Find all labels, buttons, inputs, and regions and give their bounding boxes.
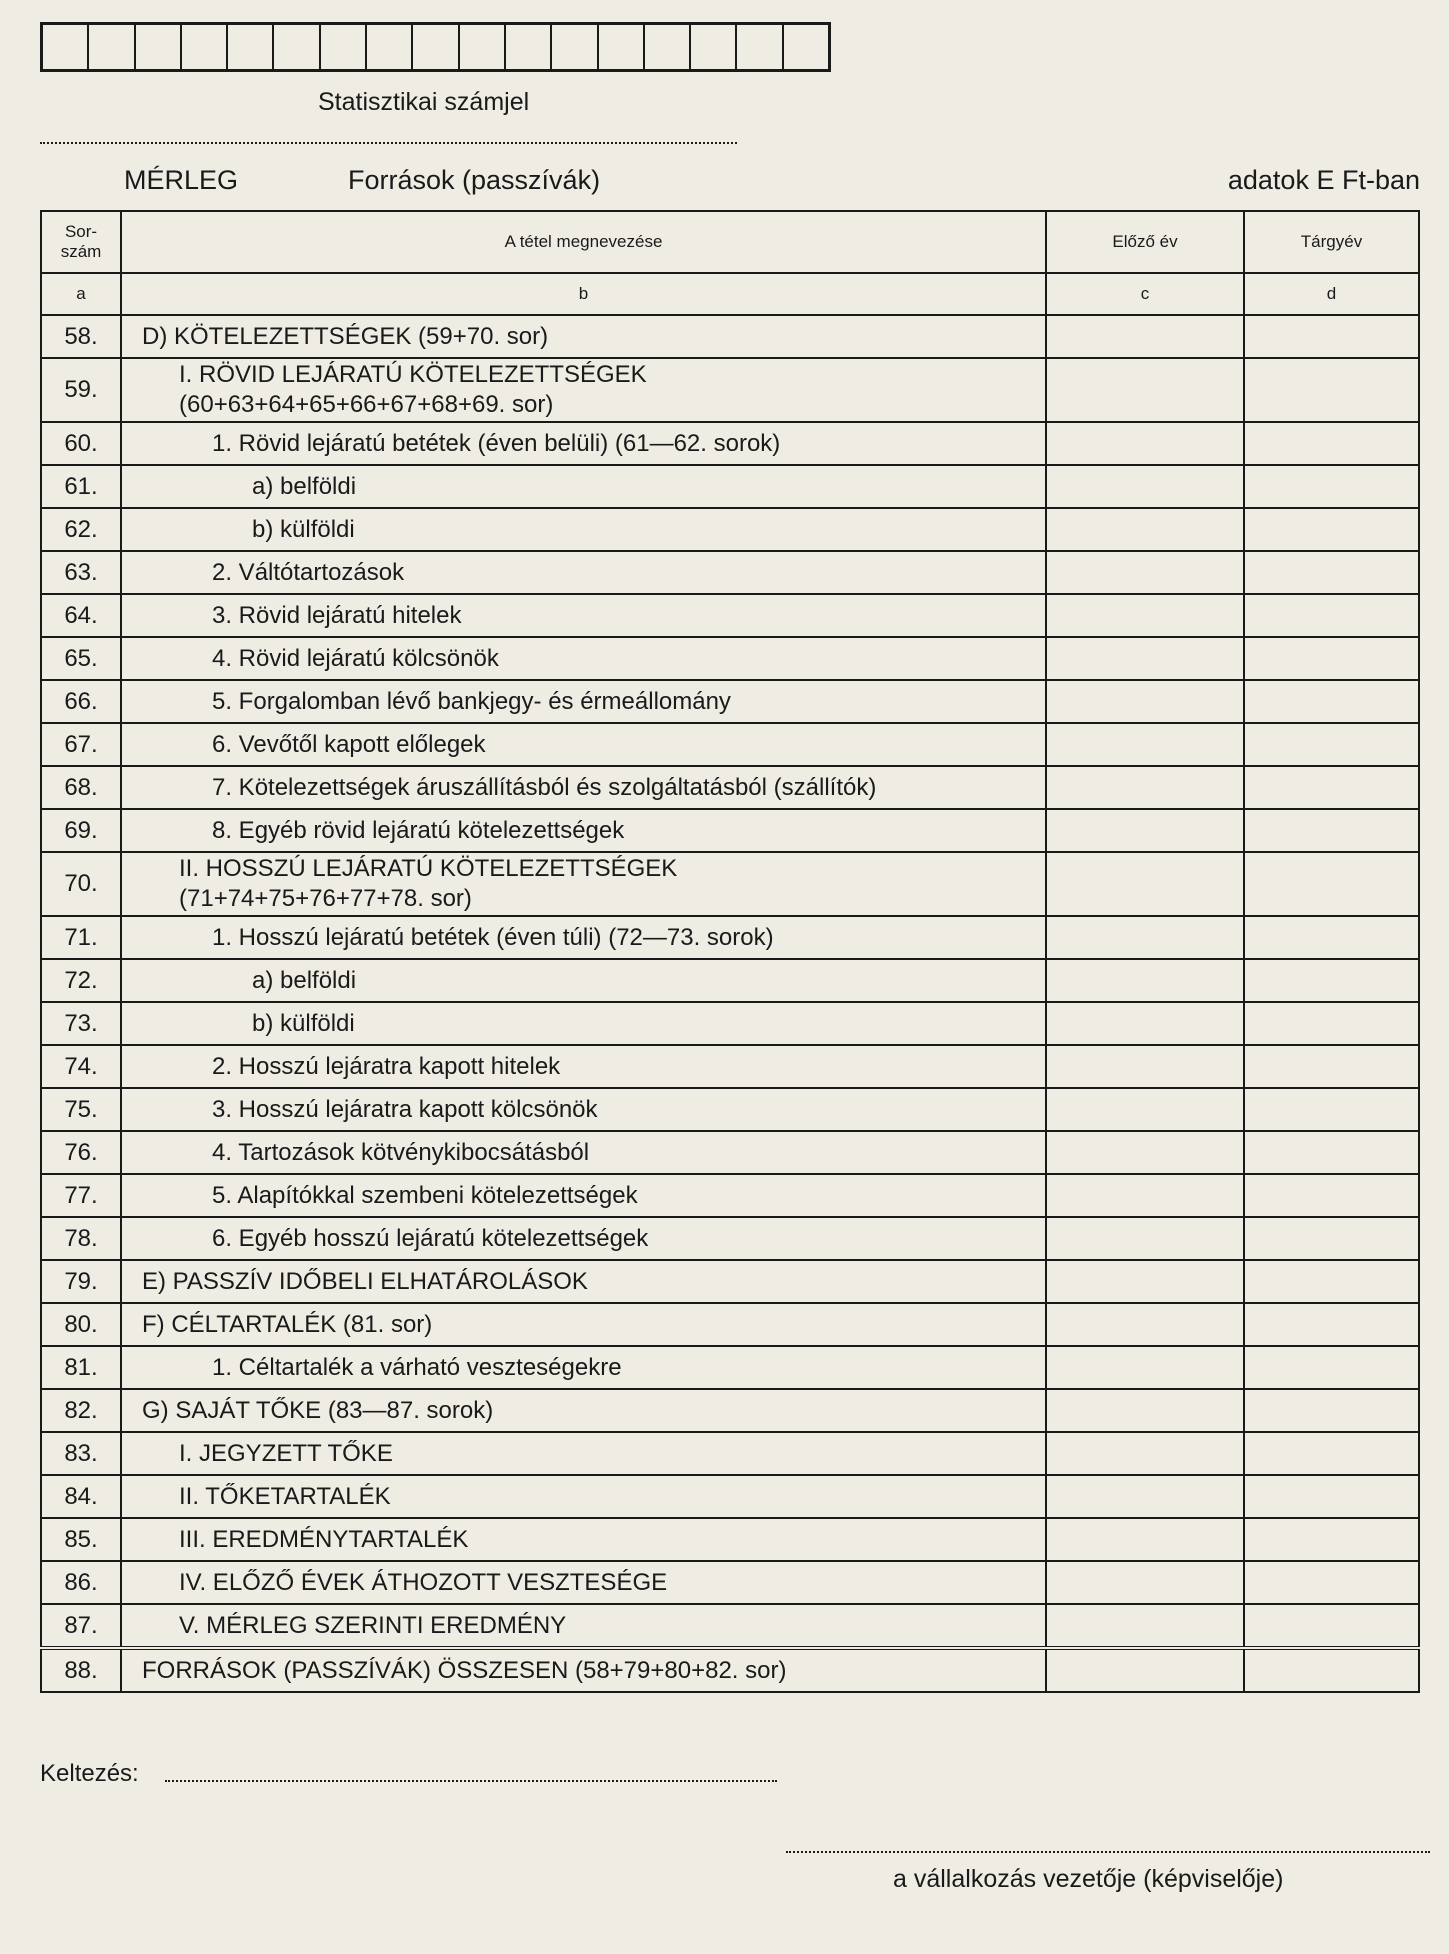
value-previous-year[interactable]	[1046, 637, 1244, 680]
value-current-year[interactable]	[1244, 1002, 1419, 1045]
table-row	[41, 766, 1419, 809]
code-digit-box[interactable]	[691, 25, 737, 69]
code-digit-box[interactable]	[136, 25, 182, 69]
value-current-year[interactable]	[1244, 1604, 1419, 1648]
statistical-code-boxes[interactable]	[40, 22, 831, 72]
row-description: a) belföldi	[121, 959, 1046, 1002]
table-row	[41, 422, 1419, 465]
col-letter-b: b	[121, 273, 1046, 315]
row-number: 65.	[41, 637, 121, 680]
value-current-year[interactable]	[1244, 637, 1419, 680]
table-row	[41, 680, 1419, 723]
value-previous-year[interactable]	[1046, 959, 1244, 1002]
row-description: II. TŐKETARTALÉK	[121, 1475, 1046, 1518]
value-current-year[interactable]	[1244, 508, 1419, 551]
table-row	[41, 1475, 1419, 1518]
table-row	[41, 1131, 1419, 1174]
row-description: D) KÖTELEZETTSÉGEK (59+70. sor)	[121, 315, 1046, 358]
value-current-year[interactable]	[1244, 422, 1419, 465]
table-row	[41, 315, 1419, 358]
code-digit-box[interactable]	[737, 25, 783, 69]
row-number: 64.	[41, 594, 121, 637]
table-row	[41, 1002, 1419, 1045]
table-row	[41, 1346, 1419, 1389]
table-row	[41, 1088, 1419, 1131]
value-current-year[interactable]	[1244, 1088, 1419, 1131]
row-number: 81.	[41, 1346, 121, 1389]
table-row	[41, 637, 1419, 680]
table-row	[41, 1518, 1419, 1561]
value-previous-year[interactable]	[1046, 809, 1244, 852]
row-number: 84.	[41, 1475, 121, 1518]
value-current-year[interactable]	[1244, 358, 1419, 422]
signature-line[interactable]	[786, 1851, 1430, 1853]
row-description: 5. Alapítókkal szembeni kötelezettségek	[121, 1174, 1046, 1217]
table-row	[41, 1389, 1419, 1432]
row-number: 74.	[41, 1045, 121, 1088]
table-row	[41, 508, 1419, 551]
value-previous-year[interactable]	[1046, 1561, 1244, 1604]
row-number: 62.	[41, 508, 121, 551]
row-number: 79.	[41, 1260, 121, 1303]
value-current-year[interactable]	[1244, 1518, 1419, 1561]
row-description: III. EREDMÉNYTARTALÉK	[121, 1518, 1046, 1561]
row-description: 1. Rövid lejáratú betétek (éven belüli) (61—62. sorok)	[121, 422, 1046, 465]
row-number: 88.	[41, 1648, 121, 1692]
value-previous-year[interactable]	[1046, 1604, 1244, 1648]
table-row	[41, 1432, 1419, 1475]
row-description: b) külföldi	[121, 1002, 1046, 1045]
row-description: II. HOSSZÚ LEJÁRATÚ KÖTELEZETTSÉGEK (71+74+75+76+77+78. sor)	[121, 852, 1046, 916]
value-current-year[interactable]	[1244, 916, 1419, 959]
table-row	[41, 1174, 1419, 1217]
value-previous-year[interactable]	[1046, 916, 1244, 959]
value-current-year[interactable]	[1244, 1303, 1419, 1346]
value-previous-year[interactable]	[1046, 1088, 1244, 1131]
value-current-year[interactable]	[1244, 1346, 1419, 1389]
code-digit-box[interactable]	[645, 25, 691, 69]
code-digit-box[interactable]	[367, 25, 413, 69]
table-row	[41, 852, 1419, 916]
code-digit-box[interactable]	[506, 25, 552, 69]
row-description: 4. Tartozások kötvénykibocsátásból	[121, 1131, 1046, 1174]
value-previous-year[interactable]	[1046, 1131, 1244, 1174]
value-previous-year[interactable]	[1046, 1475, 1244, 1518]
value-current-year[interactable]	[1244, 809, 1419, 852]
code-digit-box[interactable]	[182, 25, 228, 69]
row-description: 4. Rövid lejáratú kölcsönök	[121, 637, 1046, 680]
row-number: 86.	[41, 1561, 121, 1604]
code-digit-box[interactable]	[552, 25, 598, 69]
row-number: 83.	[41, 1432, 121, 1475]
value-previous-year[interactable]	[1046, 766, 1244, 809]
row-description: 6. Egyéb hosszú lejáratú kötelezettségek	[121, 1217, 1046, 1260]
value-current-year[interactable]	[1244, 1131, 1419, 1174]
row-description: I. RÖVID LEJÁRATÚ KÖTELEZETTSÉGEK (60+63+64+65+66+67+68+69. sor)	[121, 358, 1046, 422]
row-description: V. MÉRLEG SZERINTI EREDMÉNY	[121, 1604, 1046, 1648]
row-description: 8. Egyéb rövid lejáratú kötelezettségek	[121, 809, 1046, 852]
value-current-year[interactable]	[1244, 1260, 1419, 1303]
col-header-megnevezes: A tétel megnevezése	[121, 211, 1046, 273]
value-previous-year[interactable]	[1046, 358, 1244, 422]
row-description: FORRÁSOK (PASSZÍVÁK) ÖSSZESEN (58+79+80+82. sor)	[121, 1648, 1046, 1692]
company-name-line[interactable]	[40, 142, 737, 144]
row-number: 69.	[41, 809, 121, 852]
value-current-year[interactable]	[1244, 315, 1419, 358]
row-description: 3. Rövid lejáratú hitelek	[121, 594, 1046, 637]
unit-note: adatok E Ft-ban	[1227, 165, 1420, 195]
value-previous-year[interactable]	[1046, 1303, 1244, 1346]
value-current-year[interactable]	[1244, 680, 1419, 723]
code-digit-box[interactable]	[89, 25, 135, 69]
date-label: Keltezés:	[40, 1760, 139, 1787]
table-row	[41, 1604, 1419, 1648]
value-previous-year[interactable]	[1046, 723, 1244, 766]
row-number: 59.	[41, 358, 121, 422]
table-row	[41, 723, 1419, 766]
code-digit-box[interactable]	[599, 25, 645, 69]
row-description: IV. ELŐZŐ ÉVEK ÁTHOZOTT VESZTESÉGE	[121, 1561, 1046, 1604]
value-previous-year[interactable]	[1046, 1260, 1244, 1303]
row-description: 1. Hosszú lejáratú betétek (éven túli) (72—73. sorok)	[121, 916, 1046, 959]
date-field	[40, 1760, 139, 1788]
value-current-year[interactable]	[1244, 852, 1419, 916]
row-number: 61.	[41, 465, 121, 508]
value-previous-year[interactable]	[1046, 1174, 1244, 1217]
col-header-elozo-ev: Előző év	[1046, 211, 1244, 273]
value-current-year[interactable]	[1244, 1648, 1419, 1692]
code-digit-box[interactable]	[274, 25, 320, 69]
row-description: F) CÉLTARTALÉK (81. sor)	[121, 1303, 1046, 1346]
table-row	[41, 1045, 1419, 1088]
row-description: G) SAJÁT TŐKE (83—87. sorok)	[121, 1389, 1046, 1432]
value-previous-year[interactable]	[1046, 1045, 1244, 1088]
table-row	[41, 1648, 1419, 1692]
value-previous-year[interactable]	[1046, 551, 1244, 594]
row-number: 80.	[41, 1303, 121, 1346]
row-number: 77.	[41, 1174, 121, 1217]
table-row	[41, 1303, 1419, 1346]
row-number: 78.	[41, 1217, 121, 1260]
code-digit-box[interactable]	[228, 25, 274, 69]
row-number: 72.	[41, 959, 121, 1002]
table-row	[41, 1561, 1419, 1604]
value-current-year[interactable]	[1244, 465, 1419, 508]
row-number: 85.	[41, 1518, 121, 1561]
value-current-year[interactable]	[1244, 551, 1419, 594]
row-number: 71.	[41, 916, 121, 959]
balance-sheet-table	[40, 210, 1420, 1693]
code-digit-box[interactable]	[321, 25, 367, 69]
row-description: I. JEGYZETT TŐKE	[121, 1432, 1046, 1475]
value-previous-year[interactable]	[1046, 1648, 1244, 1692]
value-current-year[interactable]	[1244, 766, 1419, 809]
value-previous-year[interactable]	[1046, 594, 1244, 637]
date-input-line[interactable]	[165, 1780, 777, 1782]
code-digit-box[interactable]	[413, 25, 459, 69]
row-number: 63.	[41, 551, 121, 594]
row-number: 76.	[41, 1131, 121, 1174]
value-previous-year[interactable]	[1046, 1002, 1244, 1045]
form-subtitle: Források (passzívák)	[348, 165, 601, 195]
table-row	[41, 551, 1419, 594]
value-previous-year[interactable]	[1046, 422, 1244, 465]
value-current-year[interactable]	[1244, 594, 1419, 637]
row-number: 68.	[41, 766, 121, 809]
row-description: 6. Vevőtől kapott előlegek	[121, 723, 1046, 766]
value-current-year[interactable]	[1244, 1174, 1419, 1217]
value-current-year[interactable]	[1244, 1561, 1419, 1604]
value-previous-year[interactable]	[1046, 680, 1244, 723]
value-previous-year[interactable]	[1046, 852, 1244, 916]
value-previous-year[interactable]	[1046, 1432, 1244, 1475]
table-row	[41, 1217, 1419, 1260]
table-row	[41, 465, 1419, 508]
form-title: MÉRLEG	[124, 165, 239, 195]
table-row	[41, 358, 1419, 422]
value-previous-year[interactable]	[1046, 315, 1244, 358]
table-row	[41, 959, 1419, 1002]
row-description: 5. Forgalomban lévő bankjegy- és érmeállomány	[121, 680, 1046, 723]
code-digit-box[interactable]	[460, 25, 506, 69]
value-previous-year[interactable]	[1046, 508, 1244, 551]
code-digit-box[interactable]	[784, 25, 828, 69]
value-previous-year[interactable]	[1046, 1389, 1244, 1432]
signature-caption: a vállalkozás vezetője (képviselője)	[893, 1865, 1284, 1893]
value-previous-year[interactable]	[1046, 1217, 1244, 1260]
col-letter-d: d	[1244, 273, 1419, 315]
value-current-year[interactable]	[1244, 1217, 1419, 1260]
row-number: 70.	[41, 852, 121, 916]
value-current-year[interactable]	[1244, 1475, 1419, 1518]
table-row	[41, 916, 1419, 959]
col-header-sorszam: Sor- szám	[41, 211, 121, 273]
value-previous-year[interactable]	[1046, 465, 1244, 508]
value-current-year[interactable]	[1244, 1389, 1419, 1432]
value-previous-year[interactable]	[1046, 1346, 1244, 1389]
col-letter-c: c	[1046, 273, 1244, 315]
table-row	[41, 809, 1419, 852]
row-number: 73.	[41, 1002, 121, 1045]
row-number: 58.	[41, 315, 121, 358]
value-current-year[interactable]	[1244, 723, 1419, 766]
value-previous-year[interactable]	[1046, 1518, 1244, 1561]
row-description: b) külföldi	[121, 508, 1046, 551]
table-row	[41, 594, 1419, 637]
value-current-year[interactable]	[1244, 1045, 1419, 1088]
value-current-year[interactable]	[1244, 959, 1419, 1002]
row-description: 7. Kötelezettségek áruszállításból és szolgáltatásból (szállítók)	[121, 766, 1046, 809]
row-number: 66.	[41, 680, 121, 723]
row-description: E) PASSZÍV IDŐBELI ELHATÁROLÁSOK	[121, 1260, 1046, 1303]
row-description: 2. Váltótartozások	[121, 551, 1046, 594]
row-number: 82.	[41, 1389, 121, 1432]
row-number: 75.	[41, 1088, 121, 1131]
row-description: 2. Hosszú lejáratra kapott hitelek	[121, 1045, 1046, 1088]
row-number: 87.	[41, 1604, 121, 1648]
row-number: 60.	[41, 422, 121, 465]
code-digit-box[interactable]	[43, 25, 89, 69]
row-description: 1. Céltartalék a várható veszteségekre	[121, 1346, 1046, 1389]
row-number: 67.	[41, 723, 121, 766]
row-description: 3. Hosszú lejáratra kapott kölcsönök	[121, 1088, 1046, 1131]
statistical-code-caption: Statisztikai számjel	[318, 88, 530, 116]
col-letter-a: a	[41, 273, 121, 315]
table-row	[41, 1260, 1419, 1303]
row-description: a) belföldi	[121, 465, 1046, 508]
value-current-year[interactable]	[1244, 1432, 1419, 1475]
col-header-targyev: Tárgyév	[1244, 211, 1419, 273]
